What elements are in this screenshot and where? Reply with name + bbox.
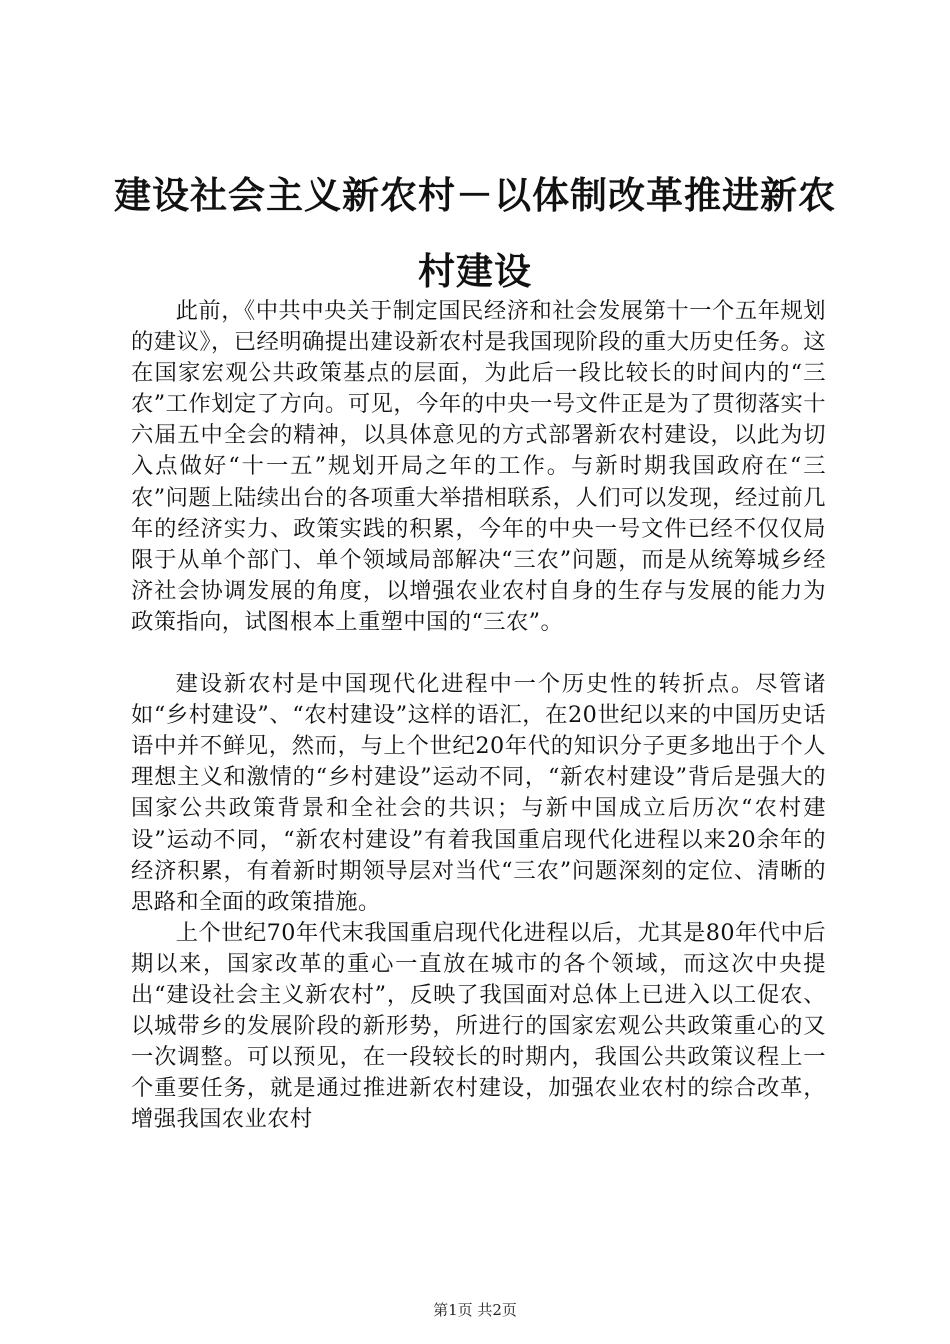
paragraph-2: 建设新农村是中国现代化进程中一个历史性的转折点。尽管诸如“乡村建设”、“农村建设”这样的语汇，在20世纪以来的中国历史话语中并不鲜见，然而，与上个世纪20年代的知识分子更多地出于个人理想主义和激情的“乡村建设”运动不同，“新农村建设”背后是强大的国家公共政策背景和全社会的共识；与新中国成立后历次“农村建设”运动不同，“新农村建设”有着我国重启现代化进程以来20余年的经济积累，有着新时期领导层对当代“三农”问题深刻的定位、清晰的思路和全面的政策措施。 <box>131 671 826 915</box>
document-body <box>131 296 826 1135</box>
page-footer: 第1页 共2页 <box>433 1301 517 1319</box>
paragraph-1: 此前，《中共中央关于制定国民经济和社会发展第十一个五年规划的建议》，已经明确提出建设新农村是我国现阶段的重大历史任务。这在国家宏观公共政策基点的层面，为此后一段比较长的时间内的“三农”工作划定了方向。可见，今年的中央一号文件正是为了贯彻落实十六届五中全会的精神，以具体意见的方式部署新农村建设，以此为切入点做好“十一五”规划开局之年的工作。与新时期我国政府在“三农”问题上陆续出台的各项重大举措相联系，人们可以发现，经过前几年的经济实力、政策实践的积累，今年的中央一号文件已经不仅仅局限于从单个部门、单个领域局部解决“三农”问题，而是从统筹城乡经济社会协调发展的角度，以增强农业农村自身的生存与发展的能力为政策指向，试图根本上重塑中国的“三农”。 <box>131 298 826 635</box>
paragraph-3: 上个世纪70年代末我国重启现代化进程以后，尤其是80年代中后期以来，国家改革的重心一直放在城市的各个领域，而这次中央提出“建设社会主义新农村”，反映了我国面对总体上已进入以工促农、以城带乡的发展阶段的新形势，所进行的国家宏观公共政策重心的又一次调整。可以预见，在一段较长的时期内，我国公共政策议程上一个重要任务，就是通过推进新农村建设，加强农业农村的综合改革，增强我国农业农村 <box>131 919 826 1133</box>
document-title: 建设社会主义新农村－以体制改革推进新农村建设 <box>114 174 836 293</box>
